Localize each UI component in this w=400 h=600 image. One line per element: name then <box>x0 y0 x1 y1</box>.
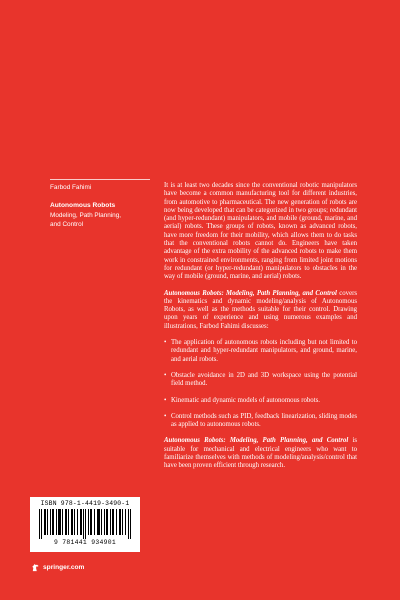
list-item: • Obstacle avoidance in 2D and 3D workspace using the potential field method. <box>164 372 357 389</box>
description-paragraph <box>164 290 357 331</box>
inline-book-title: Autonomous Robots: Modeling, Path Planning, and Control <box>164 289 337 297</box>
topics-list <box>164 339 357 429</box>
list-item: • Control methods such as PID, feedback linearization, sliding modes as applied to autonomous robots. <box>164 413 357 430</box>
description-text: covers the kinematics and dynamic modeling/analysis of Autonomous Robots, as well as the methods suitable for their control. Drawing upon years of experience and using numerous examples and illustrations, Farbod Fahimi discusses: <box>164 289 357 330</box>
book-title: Autonomous Robots <box>50 202 116 209</box>
isbn-label: ISBN 978-1-4419-3490-1 <box>40 500 130 507</box>
author-name: Farbod Fahimi <box>50 184 92 191</box>
intro-paragraph: It is at least two decades since the conventional robotic manipulators have become a common manufacturing tool for different industries, from automotive to pharmaceutical. The new generation of robots are now being developed that can be categorized in two groups; redundant (and hyper-redundant) manipulators, and mobile (ground, marine, and aerial) robots. These groups of robots, known as advanced robots, have more freedom for their mobility, which allows them to do tasks that the conventional robots cannot do. Engineers have taken advantage of the extra mobility of the advanced robots to make them work in constrained environments, ranging from limited joint motions for redundant (or hyper-redundant) manipulators to obstacles in the way of mobile (ground, marine, and aerial) robots. <box>164 182 357 281</box>
publisher-logo <box>31 563 84 572</box>
inline-book-title: Autonomous Robots: Modeling, Path Planning, and Control <box>164 437 349 445</box>
author-block <box>50 179 150 229</box>
list-item: • The application of autonomous robots including but not limited to redundant and hyper-redundant manipulators, and ground, marine, and aerial robots. <box>164 339 357 364</box>
springer-horse-icon <box>31 563 40 572</box>
barcode-bars-icon <box>37 509 133 539</box>
isbn-barcode <box>30 497 140 552</box>
back-cover-text <box>164 182 357 479</box>
audience-paragraph <box>164 437 357 470</box>
top-rule <box>50 179 150 180</box>
publisher-url: springer.com <box>43 563 85 571</box>
audience-text: is suitable for mechanical and electrical engineers who want to familiarize themselves with methods of modeling/analysis/control that have been proven efficient through research. <box>164 437 358 470</box>
isbn-digits: 9 781441 934901 <box>53 539 117 546</box>
list-item: • Kinematic and dynamic models of autonomous robots. <box>164 397 357 405</box>
book-subtitle: Modeling, Path Planning, and Control <box>50 212 122 228</box>
